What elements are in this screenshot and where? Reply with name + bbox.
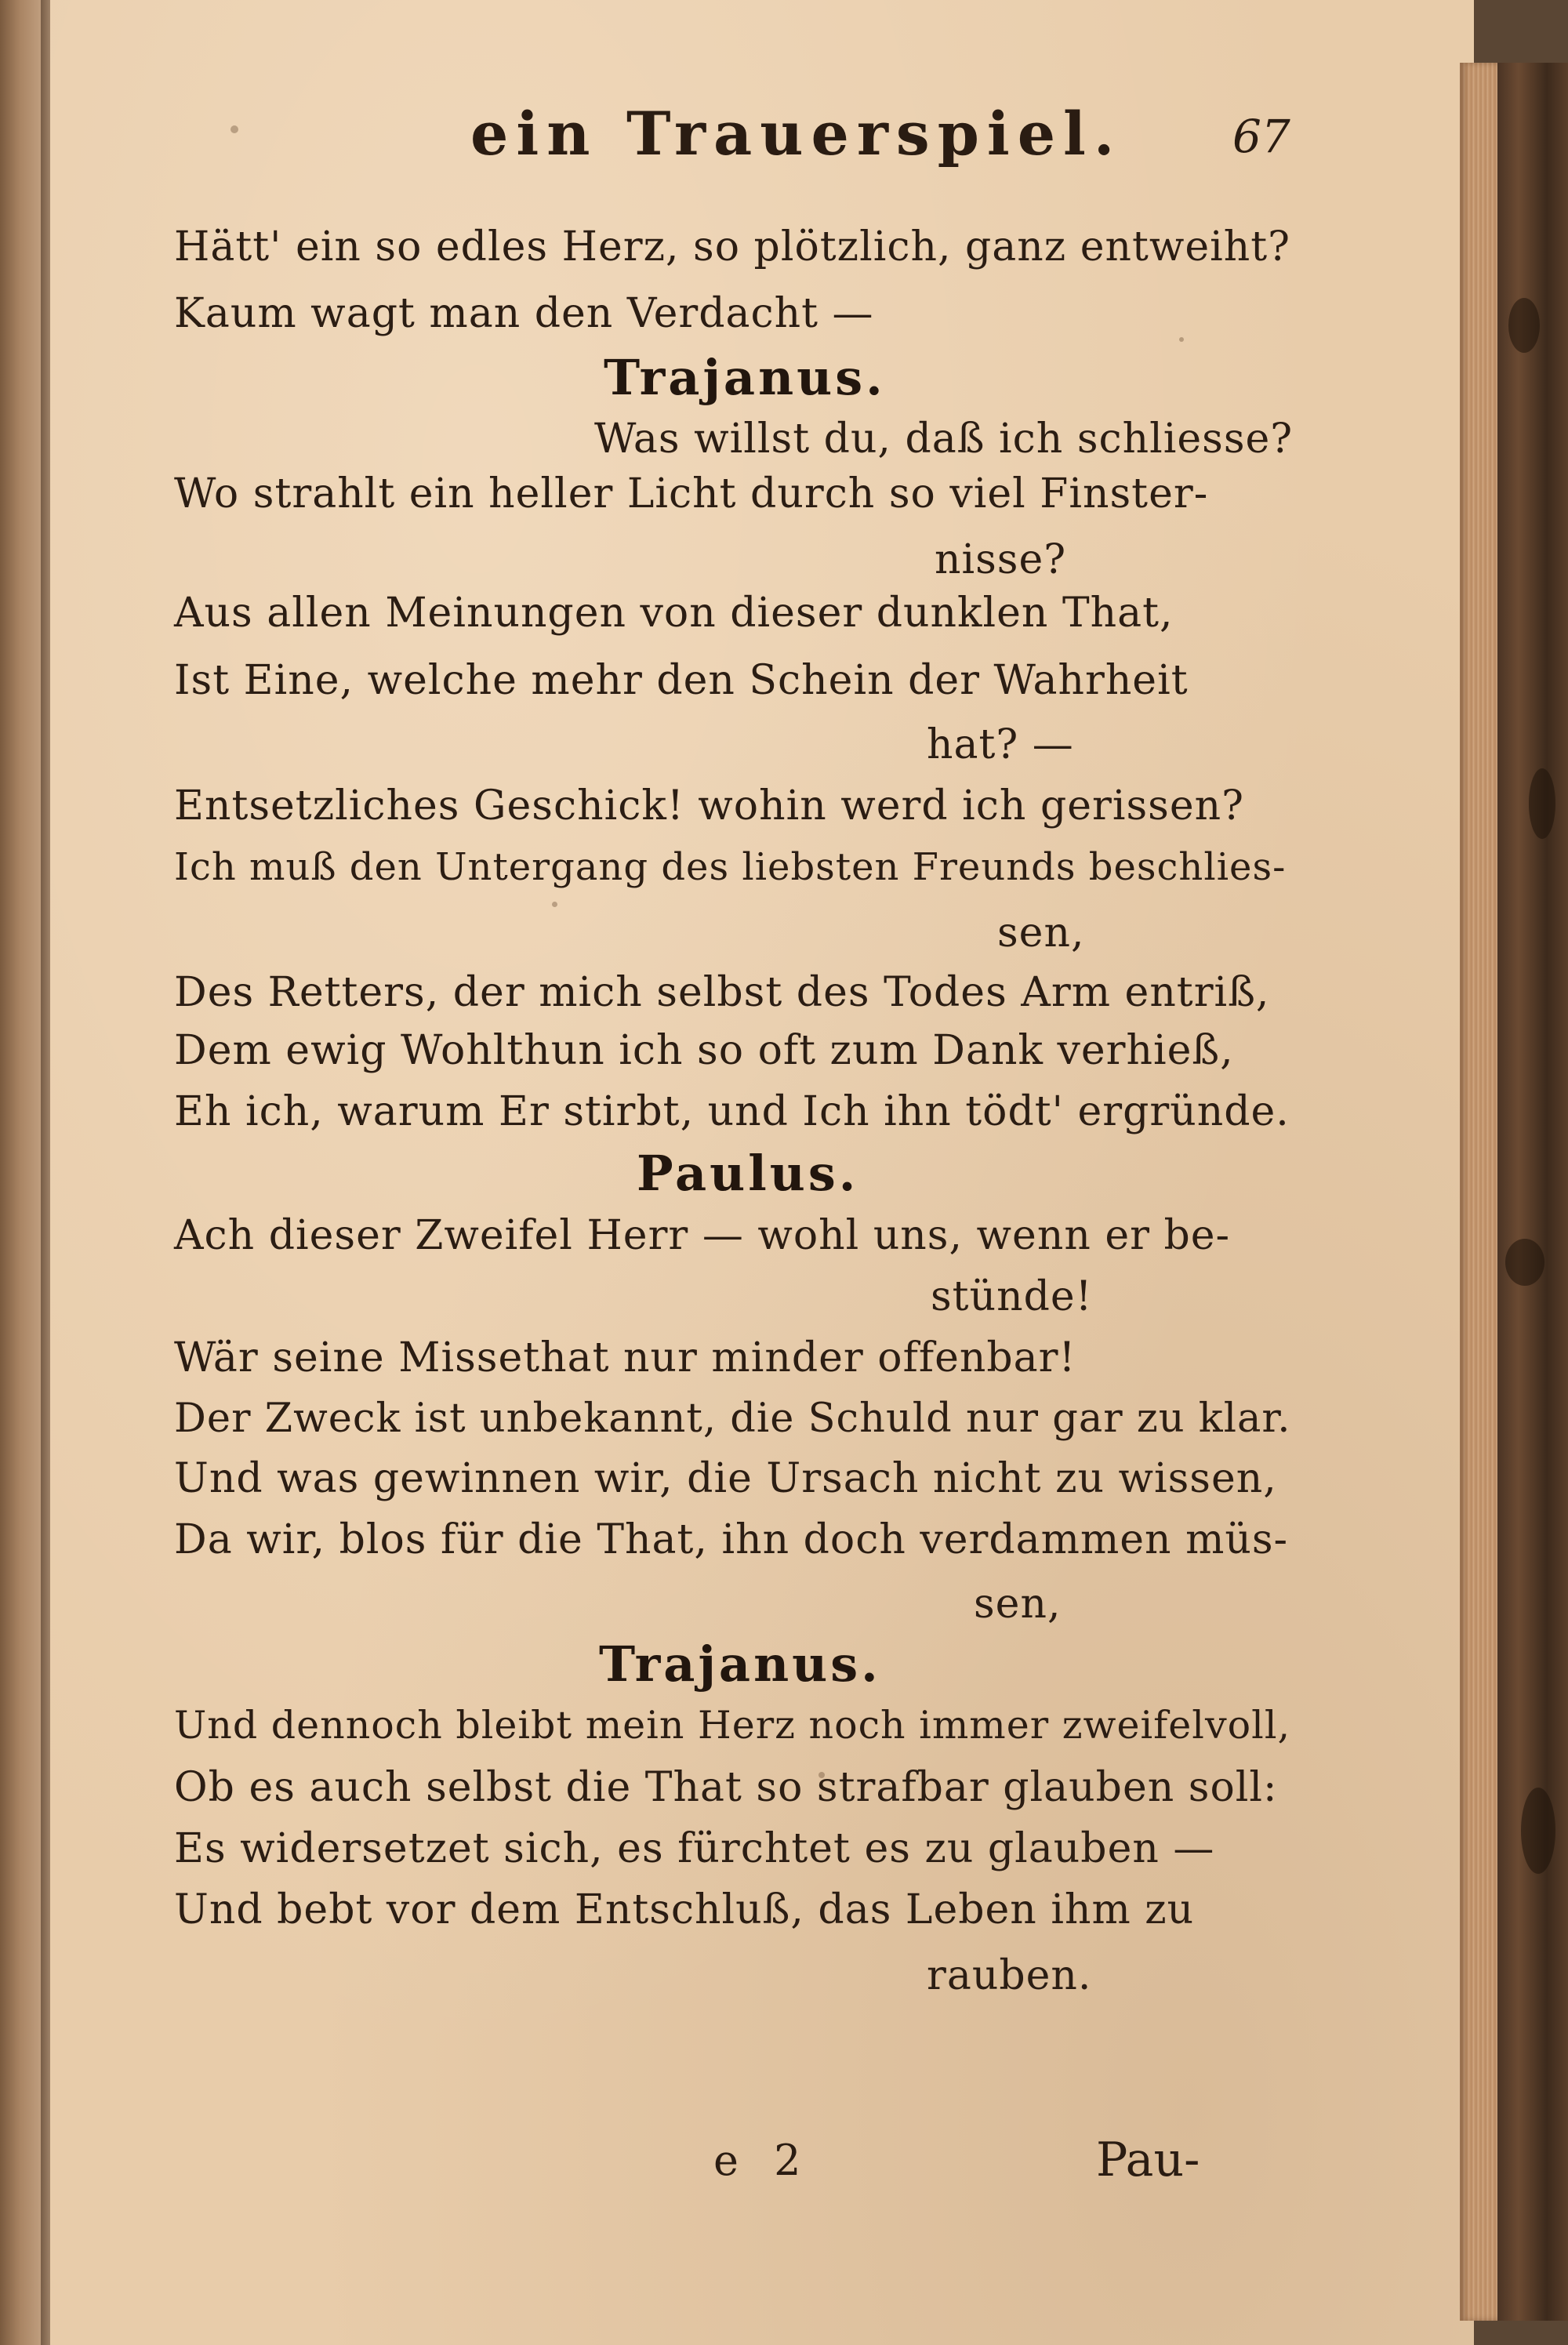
- verse-line: Ach dieser Zweifel Herr — wohl uns, wenn er be-: [174, 1212, 1231, 1259]
- cover-marbling: [1529, 768, 1555, 839]
- cover-marbling: [1508, 298, 1540, 353]
- verse-line: Und bebt vor dem Entschluß, das Leben ihm zu: [174, 1886, 1195, 1933]
- verse-line: Und was gewinnen wir, die Ursach nicht zu wissen,: [174, 1455, 1277, 1502]
- paper-speck: [552, 902, 557, 907]
- verse-line: Da wir, blos für die That, ihn doch verdammen müs-: [174, 1516, 1289, 1563]
- page-footer: [0, 2133, 1474, 2198]
- verse-line: Was willst du, daß ich schliesse?: [594, 416, 1294, 463]
- verse-line: Ist Eine, welche mehr den Schein der Wahrheit: [174, 657, 1189, 704]
- verse-line: stünde!: [931, 1273, 1093, 1320]
- page-stack-edge: [1460, 63, 1497, 2321]
- verse-line: Der Zweck ist unbekannt, die Schuld nur gar zu klar.: [174, 1396, 1291, 1442]
- running-title: ein Trauerspiel.: [470, 99, 1123, 169]
- marbled-cover: [1497, 63, 1568, 2321]
- verse-line: Wär seine Missethat nur minder offenbar!: [174, 1334, 1076, 1381]
- verse-line: Dem ewig Wohlthun ich so oft zum Dank verhieß,: [174, 1027, 1234, 1074]
- verse-line: Und dennoch bleibt mein Herz noch immer zweifelvoll,: [174, 1703, 1291, 1748]
- cover-marbling: [1505, 1239, 1544, 1286]
- speaker-name: Trajanus.: [599, 1635, 881, 1693]
- verse-line: Ich muß den Untergang des liebsten Freunds beschlies-: [174, 845, 1287, 889]
- verse-line: Des Retters, der mich selbst des Todes Arm entriß,: [174, 969, 1270, 1016]
- verse-line: Wo strahlt ein heller Licht durch so viel Finster-: [174, 470, 1209, 517]
- verse-line: nisse?: [935, 536, 1067, 583]
- verse-line: hat? —: [927, 721, 1074, 768]
- catchword: Pau-: [1096, 2133, 1200, 2187]
- page-header: [0, 93, 1474, 169]
- verse-line: Eh ich, warum Er stirbt, und Ich ihn tödt' ergründe.: [174, 1088, 1290, 1135]
- verse-line: Es widersetzet sich, es fürchtet es zu glauben —: [174, 1825, 1215, 1872]
- verse-line: Kaum wagt man den Verdacht —: [174, 290, 874, 337]
- verse-line: Aus allen Meinungen von dieser dunklen That,: [174, 590, 1174, 637]
- verse-line: Ob es auch selbst die That so strafbar glauben soll:: [174, 1764, 1278, 1811]
- page-number: 67: [1232, 110, 1290, 163]
- signature-mark: e 2: [713, 2136, 812, 2185]
- verse-line: sen,: [997, 909, 1085, 957]
- cover-marbling: [1521, 1788, 1555, 1874]
- verse-line: sen,: [974, 1581, 1062, 1628]
- speaker-name: Trajanus.: [604, 349, 886, 406]
- speaker-name: Paulus.: [637, 1145, 859, 1202]
- verse-line: Hätt' ein so edles Herz, so plötzlich, ganz entweiht?: [174, 223, 1291, 270]
- verse-line: Entsetzliches Geschick! wohin werd ich gerissen?: [174, 782, 1245, 829]
- verse-line: rauben.: [927, 1952, 1092, 1999]
- paper-speck: [1179, 337, 1184, 342]
